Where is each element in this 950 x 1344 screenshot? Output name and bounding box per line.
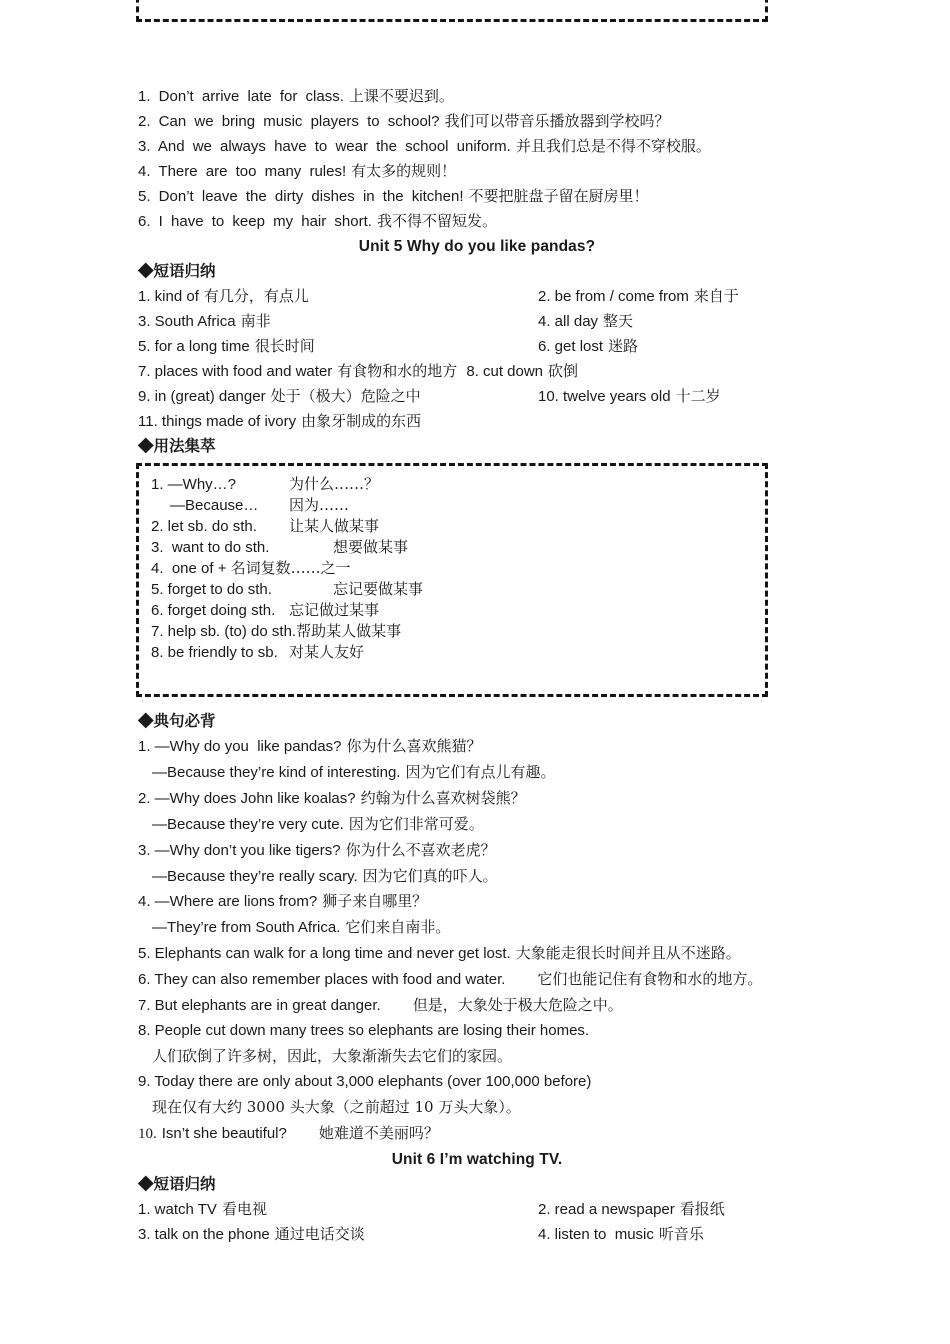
usage-row — [151, 579, 765, 600]
usage-box — [136, 463, 768, 697]
phrase-en: 4. listen to music — [538, 1225, 654, 1243]
sentence-line — [138, 1044, 816, 1070]
phrase-zh: 由象牙制成的东西 — [301, 412, 422, 430]
sentence-zh: 它们来自南非。 — [345, 918, 451, 937]
phrase-zh: 听音乐 — [658, 1224, 704, 1243]
document-content — [138, 0, 816, 1247]
sentence-line — [138, 967, 816, 993]
sentence-en: 9. Today there are only about 3,000 elephants (over 100,000 before) — [138, 1072, 592, 1090]
sentence-en: 8. People cut down many trees so elephants are losing their homes. — [138, 1021, 590, 1039]
unit6-phrases-heading: ◆短语归纳 — [138, 1175, 216, 1193]
phrase-item — [538, 284, 816, 309]
sentence-zh: 因为它们有点儿有趣。 — [405, 762, 556, 781]
phrase-zh: 很长时间 — [254, 337, 315, 355]
sentence-zh: 它们也能记住有食物和水的地方。 — [537, 970, 763, 989]
sentence-line — [138, 734, 816, 760]
phrase-item — [138, 409, 816, 434]
usage-zh: 对某人友好 — [289, 643, 365, 661]
phrase-zh: 通过电话交谈 — [274, 1224, 365, 1243]
unit5-sentences-heading: ◆典句必背 — [138, 713, 216, 730]
phrase-zh: 处于（极大）危险之中 — [270, 387, 421, 405]
sentence-en: 7. But elephants are in great danger. — [138, 997, 381, 1015]
phrase-item — [138, 1222, 538, 1247]
usage-en: 7. help sb. (to) do sth. — [151, 623, 297, 640]
usage-row — [151, 537, 765, 558]
sentence-line — [138, 915, 816, 941]
usage-zh: 因为…… — [289, 496, 350, 514]
phrase-zh: 有几分，有点儿 — [203, 287, 309, 305]
usage-zh: 为什么……？ — [289, 475, 380, 493]
sentence-en: —Because they’re really scary. — [152, 867, 358, 885]
phrase-zh: 来自于 — [693, 287, 739, 305]
usage-row — [151, 558, 765, 579]
usage-zh: 忘记要做某事 — [333, 580, 424, 598]
sentence-en: Isn’t she beautiful? — [161, 1124, 287, 1142]
rule-item — [138, 209, 816, 234]
unit5-usage-heading: ◆用法集萃 — [138, 438, 216, 455]
phrase-item — [138, 359, 816, 384]
usage-en: —Because… — [170, 497, 259, 514]
rule-item — [138, 109, 816, 134]
phrase-zh: 南非 — [240, 312, 271, 330]
sentence-line — [138, 812, 816, 838]
rules-list — [138, 84, 816, 234]
sentence-zh: 现在仅有大约 3000 头大象（之前超过 10 万头大象）。 — [152, 1097, 521, 1116]
usage-row — [151, 642, 765, 663]
rule-zh: 我不得不留短发。 — [376, 212, 497, 230]
phrase-item — [538, 384, 816, 409]
sentence-zh: 你为什么喜欢熊猫？ — [346, 737, 482, 755]
unit5-phrase-grid — [138, 284, 816, 434]
phrase-en: 2. be from / come from — [538, 288, 689, 305]
phrase-en: 1. watch TV — [138, 1200, 217, 1218]
sentence-line — [138, 1019, 816, 1044]
phrase-en: 11. things made of ivory — [138, 413, 297, 430]
sentence-zh: 约翰为什么喜欢树袋熊？ — [360, 788, 526, 807]
usage-zh: 想要做某事 — [333, 538, 409, 556]
usage-zh: ……之一 — [290, 559, 351, 577]
phrase-en: 8. cut down — [466, 363, 544, 380]
phrase-en: 6. get lost — [538, 338, 604, 355]
rule-en: 4. There are too many rules! — [138, 163, 347, 180]
sentence-en: 3. —Why don’t you like tigers? — [138, 841, 341, 859]
sentence-line — [138, 889, 816, 915]
sentence-en: —Because they’re kind of interesting. — [152, 763, 401, 781]
phrase-en: 5. for a long time — [138, 338, 250, 355]
sentence-en: —Because they’re very cute. — [152, 815, 344, 833]
usage-row — [151, 495, 765, 516]
sentence-line — [138, 941, 816, 967]
rule-en: 1. Don’t arrive late for class. — [138, 88, 344, 105]
phrase-item — [138, 334, 538, 359]
sentence-zh: 你为什么不喜欢老虎？ — [345, 840, 496, 859]
rule-zh: 我们可以带音乐播放器到学校吗？ — [444, 112, 670, 130]
usage-row — [151, 474, 765, 495]
phrase-en: 1. kind of — [138, 288, 199, 305]
phrase-zh: 十二岁 — [675, 387, 721, 405]
unit5-phrases-heading: ◆短语归纳 — [138, 263, 216, 280]
phrase-item — [538, 1197, 816, 1222]
rule-zh: 不要把脏盘子留在厨房里！ — [468, 187, 649, 205]
phrase-zh: 看电视 — [221, 1199, 267, 1218]
rule-zh: 有太多的规则！ — [351, 162, 457, 180]
phrase-en: 9. in (great) danger — [138, 388, 266, 405]
sentence-en: 5. Elephants can walk for a long time and never get lost. — [138, 945, 511, 963]
usage-zh: 忘记做过某事 — [289, 601, 380, 619]
phrase-en: 10. twelve years old — [538, 388, 671, 405]
usage-en: 5. forget to do sth. — [151, 581, 272, 598]
phrase-item — [138, 384, 538, 409]
rule-item — [138, 84, 816, 109]
sentence-en: 2. —Why does John like koalas? — [138, 789, 356, 807]
rule-item — [138, 159, 816, 184]
usage-row — [151, 600, 765, 621]
sentence-line — [138, 993, 816, 1019]
sentence-en: 4. —Where are lions from? — [138, 893, 318, 911]
phrase-zh: 迷路 — [608, 337, 639, 355]
phrase-item — [538, 309, 816, 334]
sentence-zh: 大象能走很长时间并且从不迷路。 — [515, 944, 741, 963]
phrase-zh: 有食物和水的地方 — [337, 362, 458, 380]
rule-item — [138, 184, 816, 209]
phrase-en: 7. places with food and water — [138, 363, 333, 380]
sentence-line — [138, 1070, 816, 1095]
usage-zh: 帮助某人做某事 — [296, 622, 402, 640]
phrase-en: 3. talk on the phone — [138, 1225, 270, 1243]
sentence-zh: 狮子来自哪里？ — [322, 892, 428, 911]
phrase-en: 2. read a newspaper — [538, 1200, 675, 1218]
phrase-zh: 整天 — [603, 312, 634, 330]
rule-en: 2. Can we bring music players to school? — [138, 113, 440, 130]
rule-en: 5. Don’t leave the dirty dishes in the kitchen! — [138, 188, 464, 205]
phrase-en: 3. South Africa — [138, 313, 236, 330]
sentence-zh: 但是，大象处于极大危险之中。 — [412, 996, 623, 1015]
unit6-title: Unit 6 I’m watching TV. — [391, 1150, 563, 1168]
phrase-item — [138, 284, 538, 309]
usage-en: 4. one of + 名词复数 — [151, 560, 291, 577]
phrase-item — [138, 1197, 538, 1222]
usage-en: 3. want to do sth. — [151, 539, 270, 556]
sentence-en: —They’re from South Africa. — [152, 919, 341, 937]
rule-en: 6. I have to keep my hair short. — [138, 213, 372, 230]
sentence-line — [138, 1095, 816, 1121]
rule-en: 3. And we always have to wear the school uniform. — [138, 138, 511, 155]
sentence-zh: 人们砍倒了许多树，因此，大象渐渐失去它们的家园。 — [152, 1046, 513, 1065]
rule-item — [138, 134, 816, 159]
unit6-phrase-grid — [138, 1197, 816, 1247]
usage-en: 2. let sb. do sth. — [151, 518, 257, 535]
sentence-line — [138, 1121, 816, 1147]
sentence-line — [138, 838, 816, 864]
phrase-zh: 砍倒 — [548, 362, 579, 380]
rule-zh: 并且我们总是不得不穿校服。 — [515, 137, 711, 155]
usage-row — [151, 516, 765, 537]
usage-en: 8. be friendly to sb. — [151, 644, 278, 661]
unit5-sentences — [138, 734, 816, 1147]
usage-zh: 让某人做某事 — [289, 517, 380, 535]
phrase-item — [538, 334, 816, 359]
sentence-line — [138, 786, 816, 812]
sentence-number: 10. — [138, 1125, 157, 1142]
phrase-en: 4. all day — [538, 313, 599, 330]
phrase-item — [538, 1222, 816, 1247]
sentence-zh: 因为它们真的吓人。 — [362, 866, 498, 885]
phrase-zh: 看报纸 — [679, 1199, 725, 1218]
usage-en: 6. forget doing sth. — [151, 602, 276, 619]
sentence-en: 6. They can also remember places with food and water. — [138, 971, 506, 989]
unit5-title: Unit 5 Why do you like pandas? — [358, 238, 596, 255]
sentence-line — [138, 760, 816, 786]
usage-row — [151, 621, 765, 642]
phrase-item — [138, 309, 538, 334]
sentence-zh: 因为它们非常可爱。 — [348, 814, 484, 833]
sentence-zh: 她难道不美丽吗？ — [318, 1123, 439, 1142]
usage-en: 1. —Why…? — [151, 476, 237, 493]
rule-zh: 上课不要迟到。 — [348, 87, 454, 105]
sentence-en: 1. —Why do you like pandas? — [138, 738, 342, 755]
sentence-line — [138, 864, 816, 890]
